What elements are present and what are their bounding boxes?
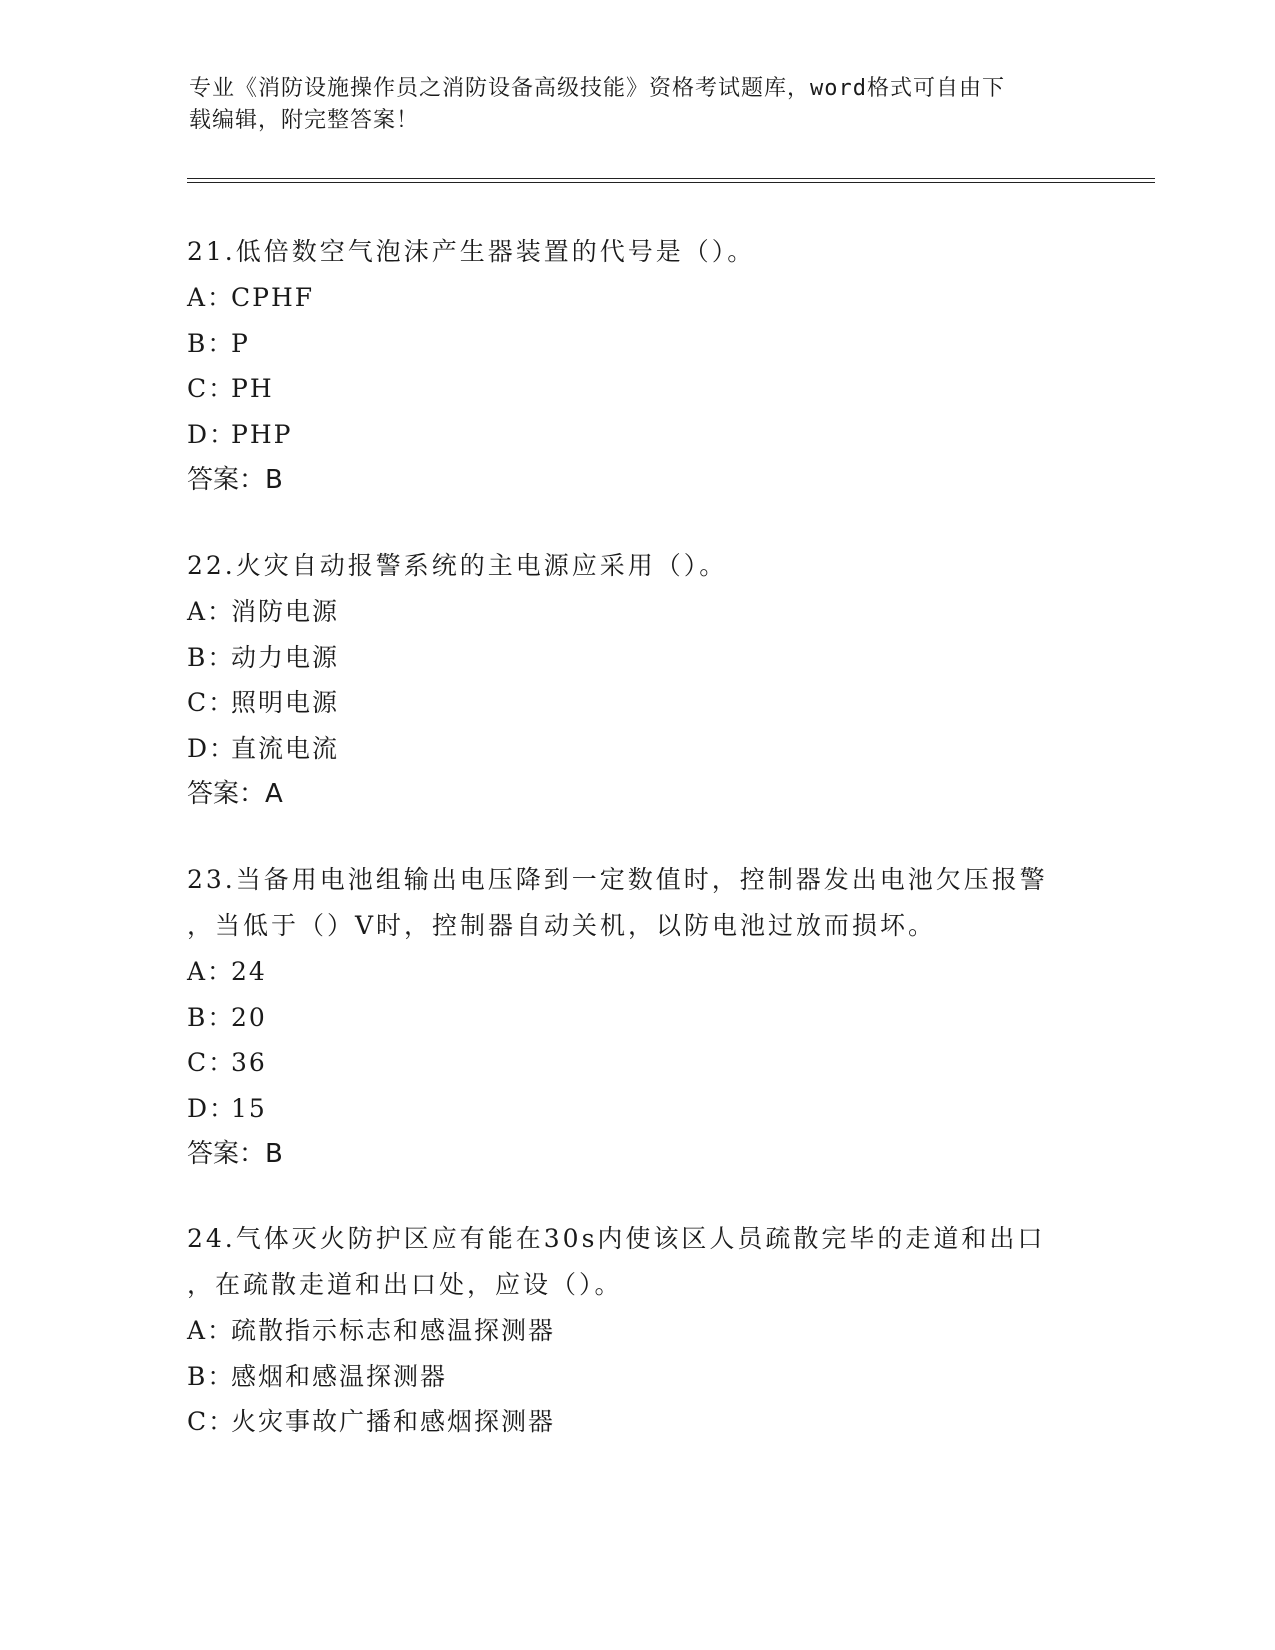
option-text: 火灾事故广播和感烟探测器 — [231, 1407, 556, 1436]
option-label: B： — [187, 328, 235, 358]
question-stem-line-1: 23.当备用电池组输出电压降到一定数值时，控制器发出电池欠压报警 — [187, 865, 1048, 894]
answer: 答案：A — [187, 779, 283, 809]
question-21 — [187, 229, 1087, 503]
question-24 — [187, 1216, 1087, 1445]
option-text: 疏散指示标志和感温探测器 — [231, 1316, 556, 1345]
question-stem: 21.低倍数空气泡沫产生器装置的代号是（）。 — [187, 237, 756, 266]
option-label: A： — [187, 1316, 235, 1345]
option-label: D： — [187, 733, 237, 763]
option-label: C： — [187, 1048, 236, 1077]
option-text: 24 — [231, 957, 267, 986]
option-text: 消防电源 — [231, 597, 340, 626]
option-a — [187, 275, 1087, 321]
option-text: P — [231, 328, 250, 358]
option-b — [187, 321, 1087, 367]
option-text: 20 — [231, 1002, 267, 1032]
option-label: D： — [187, 1093, 237, 1123]
document-header — [189, 73, 1089, 137]
option-label: D： — [187, 419, 237, 449]
option-c — [187, 1399, 1087, 1445]
header-divider-top — [187, 178, 1155, 179]
question-stem: 22.火灾自动报警系统的主电源应采用（）。 — [187, 551, 728, 580]
option-label: C： — [187, 374, 236, 403]
option-label: B： — [187, 1002, 235, 1032]
option-text: 照明电源 — [231, 688, 340, 717]
option-b — [187, 1354, 1087, 1400]
option-d — [187, 1086, 1087, 1132]
option-text: 15 — [231, 1093, 267, 1123]
option-label: C： — [187, 1407, 236, 1436]
option-c — [187, 680, 1087, 726]
option-a — [187, 1308, 1087, 1354]
option-label: A： — [187, 957, 235, 986]
option-a — [187, 589, 1087, 635]
option-c — [187, 1040, 1087, 1086]
option-text: 36 — [231, 1048, 267, 1077]
option-label: B： — [187, 1361, 235, 1391]
option-d — [187, 726, 1087, 772]
option-text: 直流电流 — [231, 733, 340, 763]
option-label: B： — [187, 642, 235, 672]
option-a — [187, 949, 1087, 995]
option-label: A： — [187, 283, 235, 312]
answer: 答案：B — [187, 1139, 283, 1169]
header-line-2: 载编辑，附完整答案！ — [189, 108, 420, 133]
option-c — [187, 366, 1087, 412]
option-label: C： — [187, 688, 236, 717]
option-text: PH — [231, 374, 274, 403]
question-22 — [187, 543, 1087, 817]
question-stem-line-2: ，当低于（）V时，控制器自动关机，以防电池过放而损坏。 — [187, 911, 937, 940]
option-label: A： — [187, 597, 235, 626]
question-stem-line-2: ，在疏散走道和出口处，应设（）。 — [187, 1270, 623, 1299]
header-line-1: 专业《消防设施操作员之消防设备高级技能》资格考试题库，word格式可自由下 — [189, 76, 1005, 101]
option-text: 动力电源 — [231, 642, 340, 672]
option-text: PHP — [231, 419, 293, 449]
option-text: 感烟和感温探测器 — [231, 1361, 448, 1391]
option-text: CPHF — [231, 283, 315, 312]
header-divider-bottom — [187, 182, 1155, 183]
option-d — [187, 412, 1087, 458]
question-stem-line-1: 24.气体灭火防护区应有能在30s内使该区人员疏散完毕的走道和出口 — [187, 1224, 1046, 1253]
option-b — [187, 635, 1087, 681]
question-23 — [187, 857, 1087, 1177]
option-b — [187, 995, 1087, 1041]
answer: 答案：B — [187, 465, 283, 495]
